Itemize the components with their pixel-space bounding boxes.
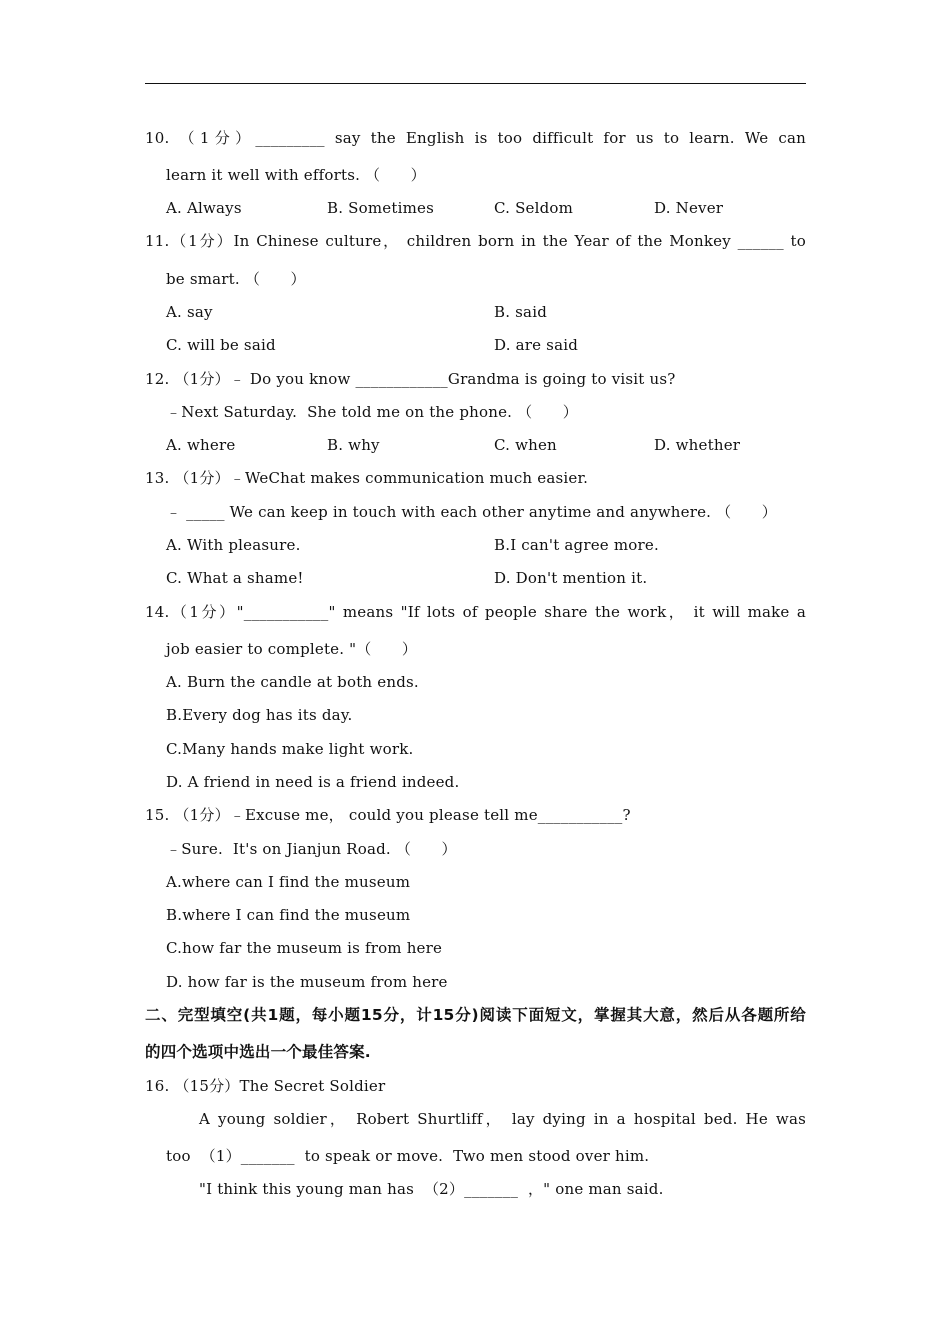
q14-option-a[interactable]: A. Burn the candle at both ends. xyxy=(166,673,419,691)
q10-stem-line2: learn it well with efforts. （ ） xyxy=(166,166,426,184)
q11-option-a[interactable]: A. say xyxy=(166,303,213,321)
q11-stem-line1: 11.（1分）In Chinese culture， children born in the Year of the Monkey ______ to xyxy=(145,232,806,250)
q15-option-b[interactable]: B.where I can find the museum xyxy=(166,906,411,924)
q10-option-c[interactable]: C. Seldom xyxy=(494,199,574,217)
q15-option-c[interactable]: C.how far the museum is from here xyxy=(166,939,443,957)
q12-option-a[interactable]: A. where xyxy=(166,436,236,454)
q10-stem-line1: 10. （1分）_________ say the English is too difficult for us to learn. We can xyxy=(145,129,806,147)
q13-stem-line2: ﹣ _____ We can keep in touch with each other anytime and anywhere. （ ） xyxy=(166,503,777,521)
q14-stem-line1: 14.（1分）"___________" means "If lots of people share the work， it will make a xyxy=(145,603,806,621)
q13-stem-line1: 13. （1分）﹣WeChat makes communication much easier. xyxy=(145,469,589,487)
q15-option-d[interactable]: D. how far is the museum from here xyxy=(166,973,448,991)
q16-title: 16. （15分）The Secret Soldier xyxy=(145,1077,386,1095)
section2-heading-line1: 二、完型填空(共1题，每小题15分，计15分)阅读下面短文，掌握其大意，然后从各题所给 xyxy=(145,1006,806,1024)
q14-option-b[interactable]: B.Every dog has its day. xyxy=(166,706,353,724)
q16-paragraph-line2: too （1）_______ to speak or move. Two men stood over him. xyxy=(166,1147,650,1165)
q14-option-d[interactable]: D. A friend in need is a friend indeed. xyxy=(166,773,460,791)
section2-heading-line2: 的四个选项中选出一个最佳答案. xyxy=(145,1043,371,1061)
q13-option-d[interactable]: D. Don't mention it. xyxy=(494,569,648,587)
q10-option-d[interactable]: D. Never xyxy=(654,199,724,217)
q11-option-c[interactable]: C. will be said xyxy=(166,336,276,354)
q12-stem-line1: 12. （1分）﹣ Do you know ____________Grandma is going to visit us? xyxy=(145,370,676,388)
q15-stem-line1: 15. （1分）﹣Excuse me， could you please tell me___________? xyxy=(145,806,631,824)
q12-stem-line2: ﹣Next Saturday. She told me on the phone. （ ） xyxy=(166,403,578,421)
q12-option-d[interactable]: D. whether xyxy=(654,436,741,454)
q14-option-c[interactable]: C.Many hands make light work. xyxy=(166,740,414,758)
q16-paragraph-line3: "I think this young man has （2）_______ ，" one man said. xyxy=(199,1180,664,1198)
q16-paragraph-line1: A young soldier， Robert Shurtliff， lay dying in a hospital bed. He was xyxy=(199,1110,806,1128)
q15-option-a[interactable]: A.where can I find the museum xyxy=(166,873,411,891)
q11-stem-line2: be smart. （ ） xyxy=(166,270,306,288)
q13-option-c[interactable]: C. What a shame! xyxy=(166,569,304,587)
q15-stem-line2: ﹣Sure. It's on Jianjun Road. （ ） xyxy=(166,840,457,858)
q11-option-d[interactable]: D. are said xyxy=(494,336,579,354)
q10-option-b[interactable]: B. Sometimes xyxy=(327,199,434,217)
q13-option-b[interactable]: B.I can't agree more. xyxy=(494,536,659,554)
header-rule xyxy=(145,83,806,84)
q12-option-c[interactable]: C. when xyxy=(494,436,557,454)
q12-option-b[interactable]: B. why xyxy=(327,436,380,454)
q10-option-a[interactable]: A. Always xyxy=(166,199,242,217)
q14-stem-line2: job easier to complete. "（ ） xyxy=(166,640,418,658)
q11-option-b[interactable]: B. said xyxy=(494,303,547,321)
q13-option-a[interactable]: A. With pleasure. xyxy=(166,536,301,554)
